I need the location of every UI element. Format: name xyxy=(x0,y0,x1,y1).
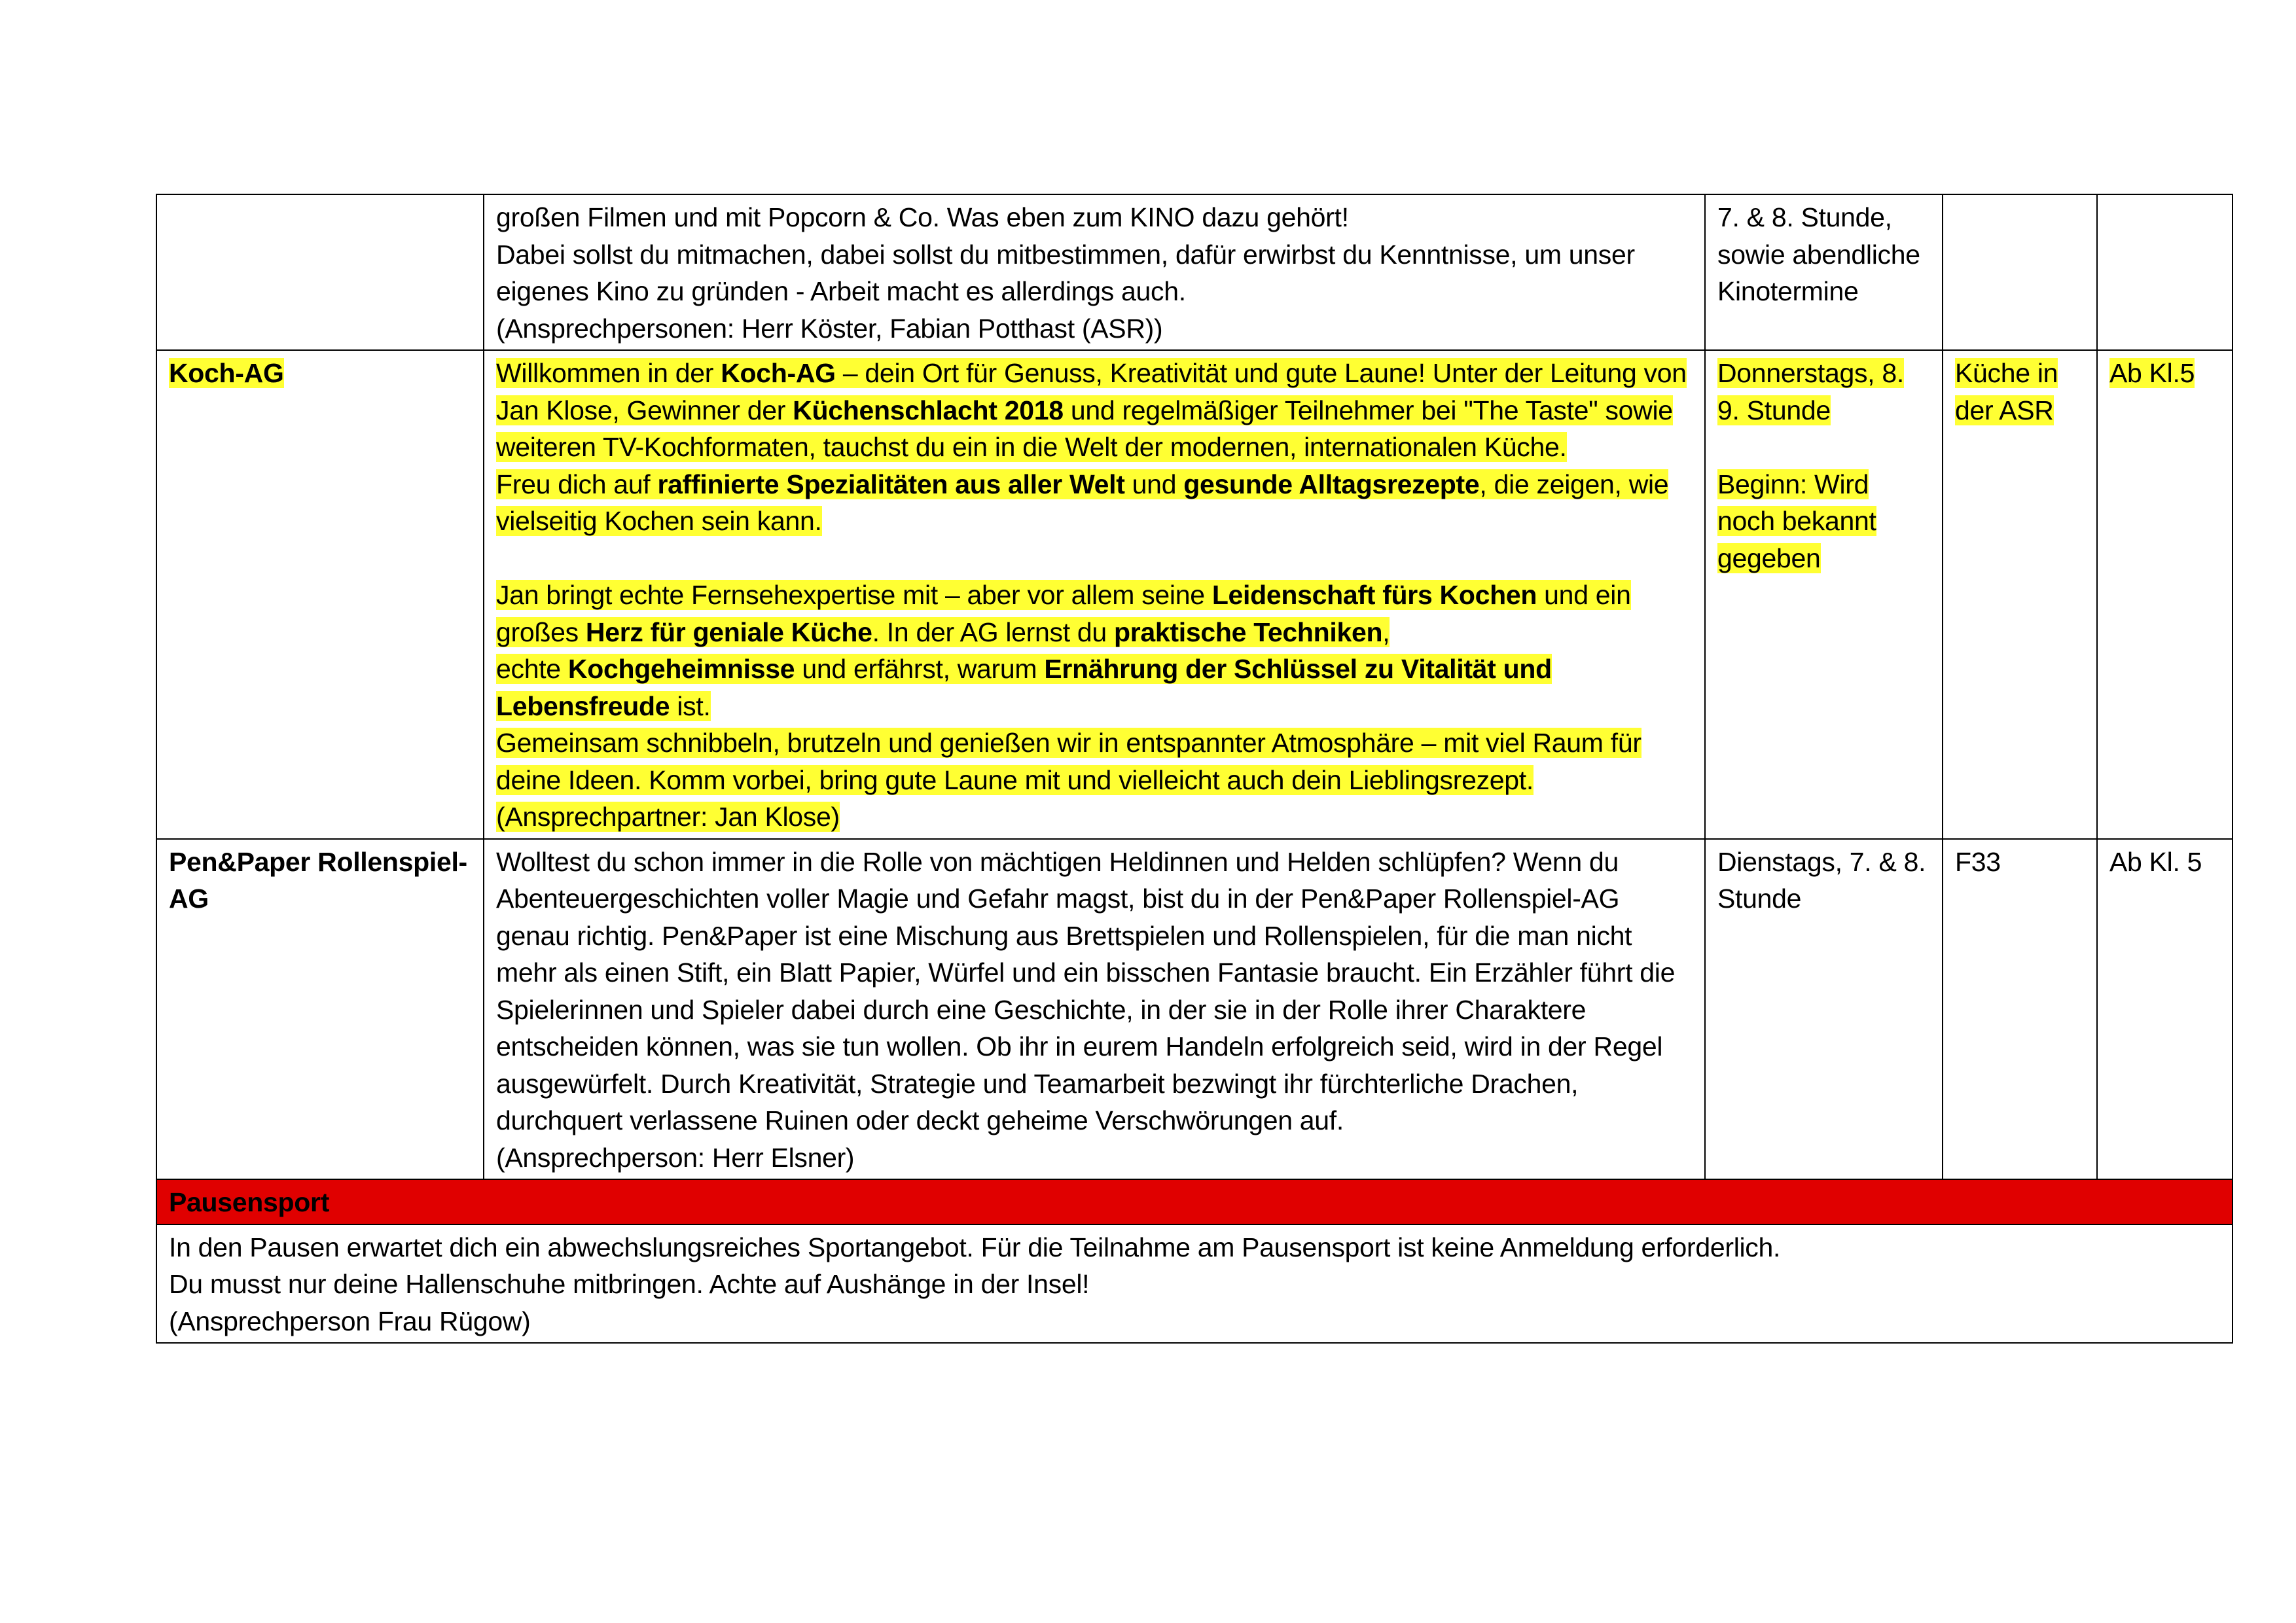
penpaper-description: Wolltest du schon immer in die Rolle von mächtigen Heldinnen und Helden schlüpfen? Wenn du Abenteuergeschichten voller Magie und Gefahr magst, bist du in der Pen&Paper Rollenspiel-AG genau richtig. Pen&Paper ist eine Mischung aus Brettspielen und Rollenspielen, für die man nicht mehr als einen Stift, ein Blatt Papier, Würfel und ein bisschen Fantasie braucht. Ein Erzähler führt die Spielerinnen und Spieler dabei durch eine Geschichte, in der sie in der Rolle ihrer Charaktere entscheiden können, was sie tun wollen. Ob ihr in eurem Handeln erfolgreich seid, wird in der Regel ausgewürfelt. Durch Kreativität, Strategie und Teamarbeit bezwingt ihr fürchterliche Drachen, durchquert verlassene Ruinen oder deckt geheime Verschwörungen auf. xyxy=(496,846,1676,1135)
koch-start xyxy=(1717,466,1930,577)
table-row-pausensport-body xyxy=(156,1224,2233,1344)
kino-contact: (Ansprechpersonen: Herr Köster, Fabian Potthast (ASR)) xyxy=(496,313,1163,344)
koch-grade: Ab Kl.5 xyxy=(2109,358,2195,388)
pausensport-line: Du musst nur deine Hallenschuhe mitbringen. Achte auf Aushänge in der Insel! xyxy=(169,1269,1090,1299)
bold-run: Leidenschaft fürs Kochen xyxy=(1211,580,1537,610)
penpaper-contact: (Ansprechperson: Herr Elsner) xyxy=(496,1142,855,1173)
kino-time-cell xyxy=(1705,194,1943,350)
table-row-kino xyxy=(156,194,2233,350)
penpaper-grade-cell xyxy=(2097,839,2233,1180)
table-row-penpaper xyxy=(156,839,2233,1180)
kino-desc-line: großen Filmen und mit Popcorn & Co. Was eben zum KINO dazu gehört! xyxy=(496,202,1349,232)
kino-time: 7. & 8. Stunde, sowie abendliche Kinotermine xyxy=(1717,202,1920,306)
table-row-koch xyxy=(156,350,2233,839)
kino-desc-line: Dabei sollst du mitmachen, dabei sollst du mitbestimmen, dafür erwirbst du Kenntnisse, um unser eigenes Kino zu gründen - Arbeit macht es allerdings auch. xyxy=(496,239,1635,306)
penpaper-room-cell xyxy=(1943,839,2097,1180)
bold-run: Herz für geniale Küche xyxy=(585,616,872,647)
pausensport-description-cell xyxy=(156,1224,2233,1344)
koch-time-cell xyxy=(1705,350,1943,839)
koch-paragraph xyxy=(496,724,1693,836)
section-header xyxy=(156,1179,2233,1224)
koch-paragraph xyxy=(496,466,1693,540)
penpaper-time: Dienstags, 7. & 8. Stunde xyxy=(1717,846,1926,914)
bold-run: Kochgeheimnisse xyxy=(567,654,795,684)
text-run: und erfährst, warum xyxy=(795,654,1045,684)
paragraph-gap xyxy=(1717,429,1930,466)
bold-run: Küchenschlacht 2018 xyxy=(793,395,1064,425)
penpaper-name-cell xyxy=(156,839,484,1180)
text-run: – dein Ort für Genuss, Kreativität und gute Laune! Unter der Leitung von Jan Klose, Gewinner der xyxy=(496,358,1687,425)
koch-grade-cell xyxy=(2097,350,2233,839)
penpaper-grade: Ab Kl. 5 xyxy=(2109,846,2202,877)
bold-run: Ernährung der Schlüssel zu Vitalität und Lebensfreude xyxy=(496,654,1552,721)
text-run: Gemeinsam schnibbeln, brutzeln und genießen wir in entspannter Atmosphäre – mit viel Raum für deine Ideen. Komm vorbei, bring gute Laune mit und vielleicht auch dein Lieblingsrezept. (Ansprechpartner: Jan Klose) xyxy=(496,728,1641,832)
section-title: Pausensport xyxy=(169,1187,330,1217)
pausensport-contact: (Ansprechperson Frau Rügow) xyxy=(169,1306,531,1336)
text-run: Willkommen in der xyxy=(496,358,721,388)
kino-room-cell xyxy=(1943,194,2097,350)
text-run: echte xyxy=(496,654,568,684)
bold-run: Koch-AG xyxy=(721,358,836,388)
pausensport-line: In den Pausen erwartet dich ein abwechslungsreiches Sportangebot. Für die Teilnahme am Pausensport ist keine Anmeldung erforderlich. xyxy=(169,1232,1781,1262)
bold-run: gesunde Alltagsrezepte xyxy=(1183,469,1480,499)
koch-name-cell xyxy=(156,350,484,839)
text-run: , die zeigen, wie vielseitig Kochen sein kann. xyxy=(496,469,1669,536)
kino-description-cell xyxy=(484,194,1705,350)
bold-run: praktische Techniken xyxy=(1114,616,1383,647)
kino-grade-cell xyxy=(2097,194,2233,350)
kino-name-cell xyxy=(156,194,484,350)
text-run: und regelmäßiger Teilnehmer bei "The Taste" sowie weiteren TV-Kochformaten, tauchst du ein in die Welt der modernen, internationalen Küche. xyxy=(496,395,1673,462)
penpaper-room: F33 xyxy=(1955,846,2001,877)
bold-run: raffinierte Spezialitäten aus aller Welt xyxy=(657,469,1125,499)
koch-description-cell xyxy=(484,350,1705,839)
koch-paragraph xyxy=(496,577,1693,651)
penpaper-ag-name: Pen&Paper Rollenspiel-AG xyxy=(169,846,467,914)
ag-table xyxy=(156,194,2233,1344)
koch-paragraph xyxy=(496,651,1693,724)
penpaper-description-cell xyxy=(484,839,1705,1180)
document-page xyxy=(156,194,2232,1344)
text-run: ist. xyxy=(670,690,711,721)
koch-room: Küche in der ASR xyxy=(1955,358,2058,425)
text-run: und ein großes xyxy=(496,580,1631,647)
penpaper-time-cell xyxy=(1705,839,1943,1180)
text-run: . In der AG lernst du xyxy=(872,616,1115,647)
text-run: Jan bringt echte Fernsehexpertise mit – aber vor allem seine xyxy=(496,580,1212,610)
table-row-pausensport-header xyxy=(156,1179,2233,1224)
text-run: Freu dich auf xyxy=(496,469,658,499)
koch-room-cell xyxy=(1943,350,2097,839)
koch-ag-name: Koch-AG xyxy=(169,358,284,388)
text-run: , xyxy=(1382,616,1390,647)
text-run: und xyxy=(1124,469,1184,499)
koch-paragraph xyxy=(496,355,1693,466)
koch-time xyxy=(1717,355,1930,429)
koch-time-text: Donnerstags, 8. 9. Stunde xyxy=(1717,358,1904,425)
paragraph-gap xyxy=(496,540,1693,577)
koch-start-text: Beginn: Wird noch bekannt gegeben xyxy=(1717,469,1876,573)
